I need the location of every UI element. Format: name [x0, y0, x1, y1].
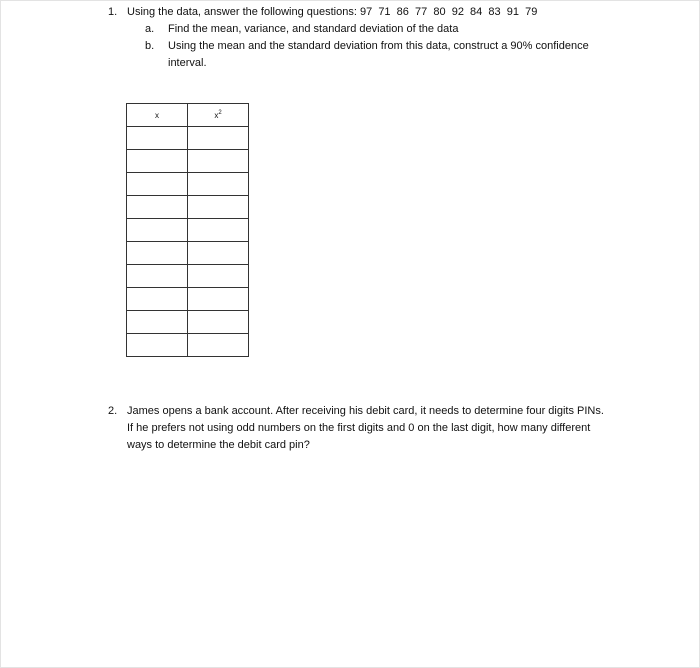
cell-x [127, 334, 188, 357]
table-row [127, 242, 249, 265]
cell-x-squared [188, 127, 249, 150]
cell-x [127, 311, 188, 334]
question-1a-letter: a. [145, 23, 155, 35]
cell-x-squared [188, 196, 249, 219]
cell-x [127, 127, 188, 150]
table-row [127, 173, 249, 196]
cell-x-squared [188, 242, 249, 265]
cell-x-squared [188, 173, 249, 196]
table-row [127, 196, 249, 219]
column-header-x: x [127, 104, 188, 127]
question-2 [108, 403, 608, 454]
table-row [127, 150, 249, 173]
cell-x-squared [188, 288, 249, 311]
answer-table [126, 103, 249, 357]
question-1b [145, 38, 597, 72]
table-row [127, 288, 249, 311]
cell-x-squared [188, 150, 249, 173]
cell-x [127, 173, 188, 196]
cell-x [127, 288, 188, 311]
cell-x-squared [188, 219, 249, 242]
cell-x [127, 242, 188, 265]
question-1b-letter: b. [145, 40, 155, 52]
table-row [127, 265, 249, 288]
question-1a-text: Find the mean, variance, and standard deviation of the data [168, 23, 459, 35]
question-1a [145, 21, 668, 38]
cell-x [127, 219, 188, 242]
question-1-number: 1. [108, 6, 118, 18]
cell-x [127, 196, 188, 219]
cell-x [127, 265, 188, 288]
question-2-text: James opens a bank account. After receiving his debit card, it needs to determine four digits PINs. If he prefers not using odd numbers on the first digits and 0 on the last digit, how many different ways to determine the debit card pin? [127, 405, 604, 451]
table-row [127, 219, 249, 242]
column-header-x-squared: $x^2$ [188, 104, 249, 127]
question-2-number: 2. [108, 405, 118, 417]
table-header-row [127, 104, 249, 127]
cell-x-squared [188, 265, 249, 288]
cell-x-squared [188, 334, 249, 357]
question-1-text: Using the data, answer the following questions: 97 71 86 77 80 92 84 83 91 79 [127, 6, 538, 18]
question-1b-text: Using the mean and the standard deviation from this data, construct a 90% confidence interval. [168, 40, 589, 69]
table-row [127, 334, 249, 357]
table-row [127, 127, 249, 150]
question-1 [108, 4, 668, 72]
cell-x-squared [188, 311, 249, 334]
table-row [127, 311, 249, 334]
cell-x [127, 150, 188, 173]
